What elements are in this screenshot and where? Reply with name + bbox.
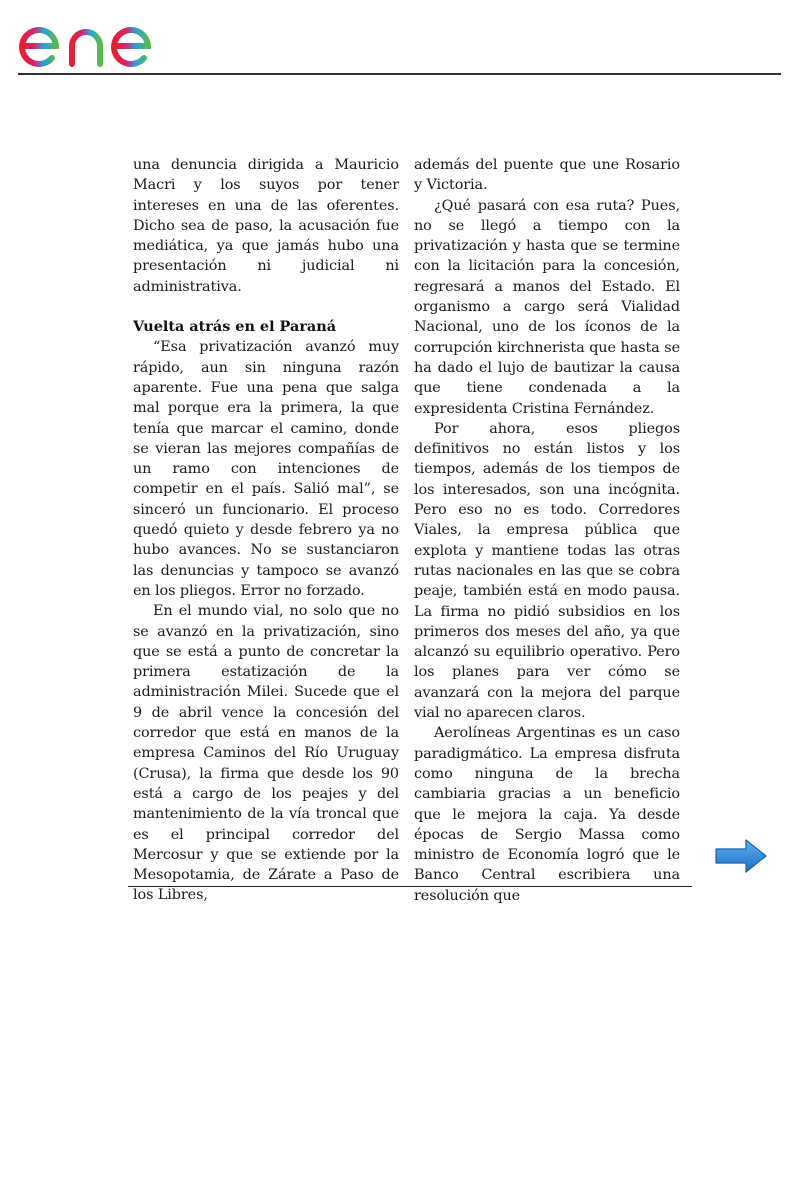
section-heading: Vuelta atrás en el Paraná: [133, 318, 337, 336]
paragraph: En el mundo vial, no solo que no se avanzó en la privatización, sino que se está a punto de concretar la primera estatización de la administración Milei. Sucede que el 9 de abril vence la concesión del corredor que está en manos de la empresa Caminos del Río Uruguay (Crusa), la firma que desde los 90 está a cargo de los peajes y del mantenimiento de la vía troncal que es el principal corredor del Mercosur y que se extiende por la Mesopotamia, de Zárate a Paso de los Libres,: [133, 603, 399, 904]
paragraph: una denuncia dirigida a Mauricio Macri y los suyos por tener intereses en una de las oferentes. Dicho sea de paso, la acusación fue mediática, ya que jamás hubo una presentación ni judicial ni administrativa.: [133, 157, 399, 295]
article-column-right: [414, 155, 680, 906]
paragraph: además del puente que une Rosario y Victoria.: [414, 157, 680, 194]
header-divider: [18, 73, 781, 75]
paragraph: Aerolíneas Argentinas es un caso paradigmático. La empresa disfruta como ninguna de la brecha cambiaria gracias a un beneficio que le mejora la caja. Ya desde épocas de Sergio Massa como ministro de Economía logró que le Banco Central escribiera una resolución que: [414, 725, 680, 904]
paragraph: Por ahora, esos pliegos definitivos no están listos y los tiempos, además de los tiempos de los interesados, son una incógnita. Pero eso no es todo. Corredores Viales, la empresa pública que explota y mantiene todas las otras rutas nacionales en las que se cobra peaje, también está en modo pausa. La firma no pidió subsidios en los primeros dos meses del año, ya que alcanzó su equilibrio operativo. Pero los planes para ver cómo se avanzará con la mejora del parque vial no aparecen claros.: [414, 420, 680, 722]
paragraph: “Esa privatización avanzó muy rápido, aun sin ninguna razón aparente. Fue una pena que salga mal porque era la primera, la que tenía que marcar el camino, donde se vieran las mejores compañías de un ramo con intenciones de competir en el país. Salió mal”, se sinceró un funcionario. El proceso quedó quieto y desde febrero ya no hubo avances. No se sustanciaron las denuncias y tampoco se avanzó en los pliegos. Error no forzado.: [133, 339, 399, 599]
footer-divider: [128, 886, 692, 887]
article-column-left: [133, 155, 399, 906]
enel-logo-icon: [16, 6, 172, 70]
paragraph: ¿Qué pasará con esa ruta? Pues, no se llegó a tiempo con la privatización y hasta que se termine con la licitación para la concesión, regresará a manos del Estado. El organismo a cargo será Vialidad Nacional, uno de los íconos de la corrupción kirchnerista que hasta se ha dado el lujo de bautizar la causa que tiene condenada a la expresidenta Cristina Fernández.: [414, 197, 680, 417]
arrow-right-icon[interactable]: [714, 838, 768, 874]
page-header: [0, 0, 800, 80]
article-body: [133, 155, 693, 904]
